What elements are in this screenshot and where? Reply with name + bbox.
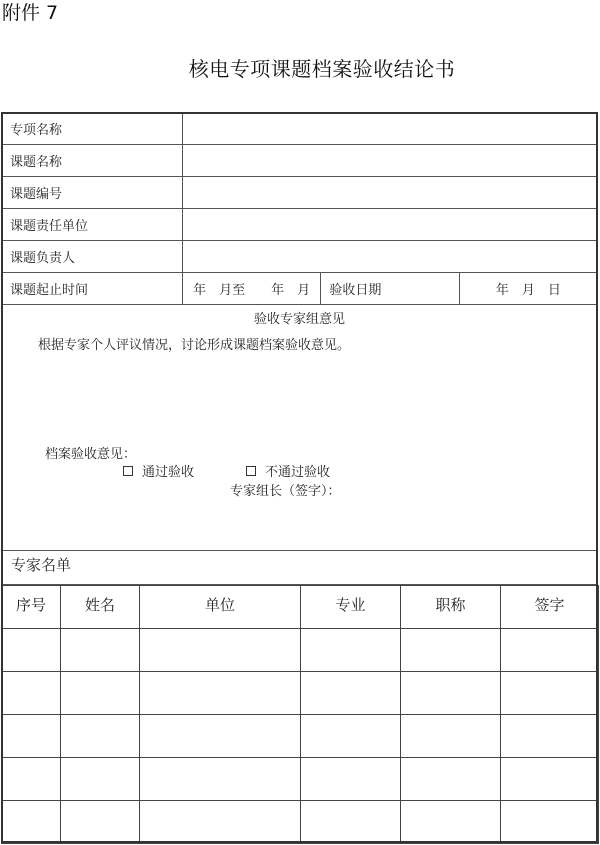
fail-option[interactable] [246,461,330,480]
fail-checkbox[interactable] [246,466,256,476]
cell-index[interactable] [2,758,61,801]
expert-list-title: 专家名单 [1,551,598,585]
expert-list-table [1,585,599,844]
document-title: 核电专项课题档案验收结论书 [188,57,456,81]
opinion-description: 根据专家个人评议情况，讨论形成课题档案验收意见。 [38,338,351,353]
cell-signature[interactable] [501,715,599,758]
column-header-signature: 签字 [501,586,599,629]
cell-unit[interactable] [140,801,301,844]
cell-name[interactable] [61,758,140,801]
pass-option-label: 通过验收 [142,465,195,480]
cell-specialty[interactable] [301,758,401,801]
info-row-topic-leader [2,241,598,273]
cell-signature[interactable] [501,801,599,844]
cell-unit[interactable] [140,629,301,672]
special-project-name-field[interactable] [183,113,598,145]
column-header-name: 姓名 [61,586,140,629]
cell-specialty[interactable] [301,715,401,758]
table-row [2,672,599,715]
cell-specialty[interactable] [301,629,401,672]
table-row [2,715,599,758]
table-row [2,801,599,844]
table-row [2,758,599,801]
archive-opinion-label: 档案验收意见： [45,447,137,462]
expert-table-header [2,586,599,629]
info-label: 课题负责人 [2,241,183,273]
expert-group-opinion-section [1,305,598,551]
info-row-responsible-unit [2,209,598,241]
info-row-special-project [2,113,598,145]
cell-name[interactable] [61,715,140,758]
cell-index[interactable] [2,715,61,758]
topic-leader-field[interactable] [183,241,598,273]
acceptance-date-field[interactable]: 年 月 日 [459,273,597,305]
info-label: 课题名称 [2,145,183,177]
cell-unit[interactable] [140,758,301,801]
cell-index[interactable] [2,672,61,715]
cell-unit[interactable] [140,715,301,758]
fail-option-label: 不通过验收 [265,465,331,480]
topic-name-field[interactable] [183,145,598,177]
info-label: 专项名称 [2,113,183,145]
cell-title[interactable] [401,715,501,758]
cell-title[interactable] [401,629,501,672]
cell-index[interactable] [2,629,61,672]
info-row-topic-number [2,177,598,209]
cell-signature[interactable] [501,672,599,715]
cell-name[interactable] [61,672,140,715]
cell-name[interactable] [61,801,140,844]
project-info-table [1,112,598,305]
responsible-unit-field[interactable] [183,209,598,241]
topic-number-field[interactable] [183,177,598,209]
attachment-label: 附件 7 [2,2,59,24]
cell-specialty[interactable] [301,672,401,715]
leader-signature-label: 专家组长（签字）： [230,484,341,499]
info-label: 课题责任单位 [2,209,183,241]
acceptance-date-label: 验收日期 [321,273,459,305]
info-label: 课题编号 [2,177,183,209]
cell-signature[interactable] [501,758,599,801]
cell-title[interactable] [401,758,501,801]
cell-title[interactable] [401,672,501,715]
column-header-unit: 单位 [140,586,301,629]
cell-unit[interactable] [140,672,301,715]
cell-title[interactable] [401,801,501,844]
info-row-topic-name [2,145,598,177]
cell-name[interactable] [61,629,140,672]
info-row-period [2,273,598,305]
info-label: 课题起止时间 [2,273,183,305]
period-field[interactable]: 年 月至 年 月 [183,273,321,305]
column-header-specialty: 专业 [301,586,401,629]
column-header-title: 职称 [401,586,501,629]
cell-index[interactable] [2,801,61,844]
cell-specialty[interactable] [301,801,401,844]
column-header-index: 序号 [2,586,61,629]
pass-option[interactable] [123,461,194,480]
table-row [2,629,599,672]
pass-checkbox[interactable] [123,466,133,476]
opinion-heading: 验收专家组意见 [253,312,345,327]
cell-signature[interactable] [501,629,599,672]
